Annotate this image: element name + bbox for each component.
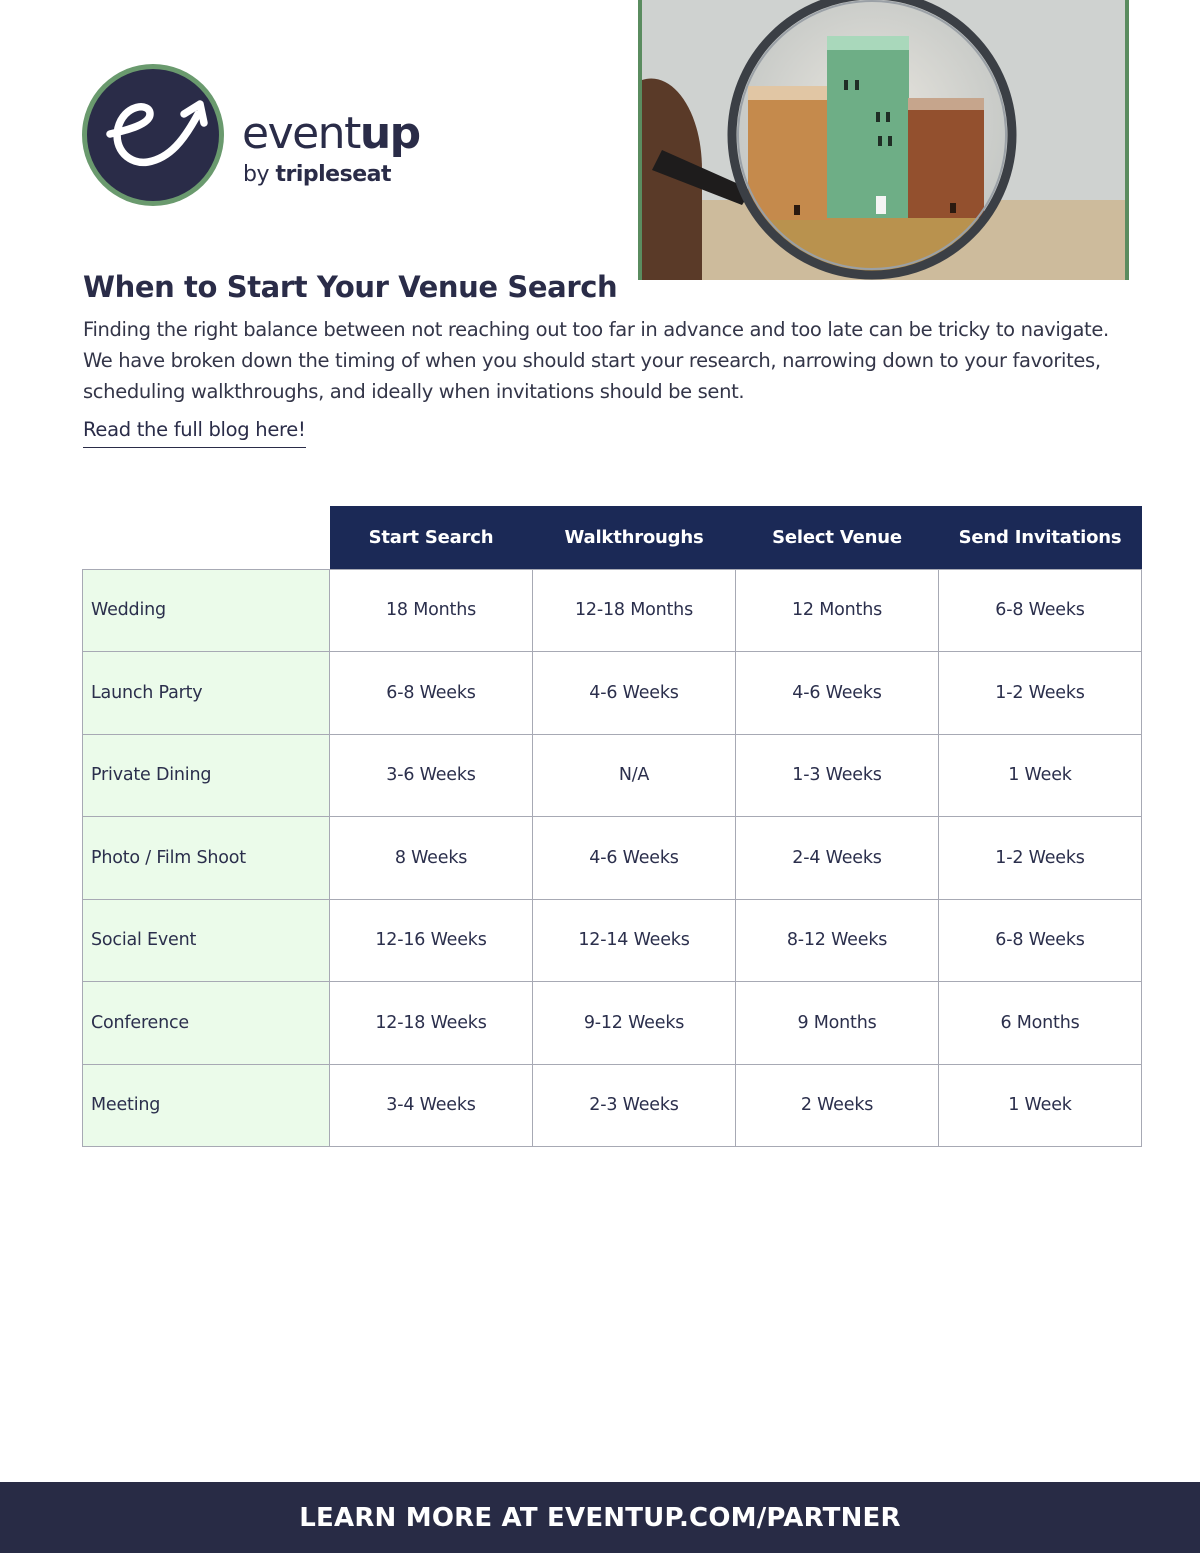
eventup-logo [80, 62, 440, 212]
table-row [83, 734, 1142, 817]
page-title: When to Start Your Venue Search [83, 270, 618, 304]
byline-prefix: by [243, 162, 276, 187]
event-type-cell: Conference [83, 982, 330, 1065]
table-cell: 1-2 Weeks [939, 652, 1142, 735]
learn-more-link[interactable]: LEARN MORE AT EVENTUP.COM/PARTNER [299, 1502, 901, 1533]
event-type-cell: Photo / Film Shoot [83, 817, 330, 900]
event-type-cell: Meeting [83, 1064, 330, 1147]
table-row [83, 982, 1142, 1065]
table-cell: 2 Weeks [736, 1064, 939, 1147]
table-cell: 12-14 Weeks [533, 899, 736, 982]
table-cell: N/A [533, 734, 736, 817]
event-type-cell: Private Dining [83, 734, 330, 817]
column-header-send-invitations: Send Invitations [939, 506, 1142, 569]
eventup-logo-mark-icon [80, 62, 226, 208]
table-cell: 18 Months [330, 569, 533, 652]
table-cell: 12-16 Weeks [330, 899, 533, 982]
logo-byline [243, 162, 391, 187]
table-cell: 4-6 Weeks [533, 652, 736, 735]
table-corner-cell [83, 506, 330, 569]
table-cell: 8 Weeks [330, 817, 533, 900]
column-header-select-venue: Select Venue [736, 506, 939, 569]
table-cell: 1-2 Weeks [939, 817, 1142, 900]
byline-brand: tripleseat [275, 162, 391, 187]
table-row [83, 1064, 1142, 1147]
table-cell: 3-4 Weeks [330, 1064, 533, 1147]
table-cell: 12 Months [736, 569, 939, 652]
table-row [83, 817, 1142, 900]
event-type-cell: Social Event [83, 899, 330, 982]
event-type-cell: Launch Party [83, 652, 330, 735]
magnifying-glass-photo-icon [642, 0, 1125, 280]
table-cell: 1 Week [939, 1064, 1142, 1147]
table-cell: 8-12 Weeks [736, 899, 939, 982]
table-cell: 2-3 Weeks [533, 1064, 736, 1147]
table-cell: 2-4 Weeks [736, 817, 939, 900]
table-cell: 1-3 Weeks [736, 734, 939, 817]
table-cell: 6-8 Weeks [939, 569, 1142, 652]
table-cell: 9-12 Weeks [533, 982, 736, 1065]
read-blog-link[interactable]: Read the full blog here! [83, 418, 306, 448]
table-cell: 12-18 Months [533, 569, 736, 652]
footer-banner [0, 1482, 1200, 1553]
column-header-walkthroughs: Walkthroughs [533, 506, 736, 569]
wordmark-up: up [359, 108, 420, 159]
venue-search-timeline-table [82, 506, 1142, 1147]
table-cell: 6-8 Weeks [939, 899, 1142, 982]
table-header-row [83, 506, 1142, 569]
hero-photo [638, 0, 1129, 280]
column-header-start-search: Start Search [330, 506, 533, 569]
table-row [83, 899, 1142, 982]
table-cell: 6 Months [939, 982, 1142, 1065]
table-cell: 6-8 Weeks [330, 652, 533, 735]
table-cell: 3-6 Weeks [330, 734, 533, 817]
intro-paragraph: Finding the right balance between not reaching out too far in advance and too late can be tricky to navigate. We have broken down the timing of when you should start your research, narrowing down to your favorites, scheduling walkthroughs, and ideally when invitations should be sent. [83, 318, 1109, 403]
table-cell: 4-6 Weeks [736, 652, 939, 735]
table-cell: 1 Week [939, 734, 1142, 817]
table-cell: 9 Months [736, 982, 939, 1065]
table-row [83, 569, 1142, 652]
wordmark-event: event [242, 108, 360, 159]
table-cell: 4-6 Weeks [533, 817, 736, 900]
table-cell: 12-18 Weeks [330, 982, 533, 1065]
table-row [83, 652, 1142, 735]
event-type-cell: Wedding [83, 569, 330, 652]
eventup-wordmark [242, 108, 420, 159]
